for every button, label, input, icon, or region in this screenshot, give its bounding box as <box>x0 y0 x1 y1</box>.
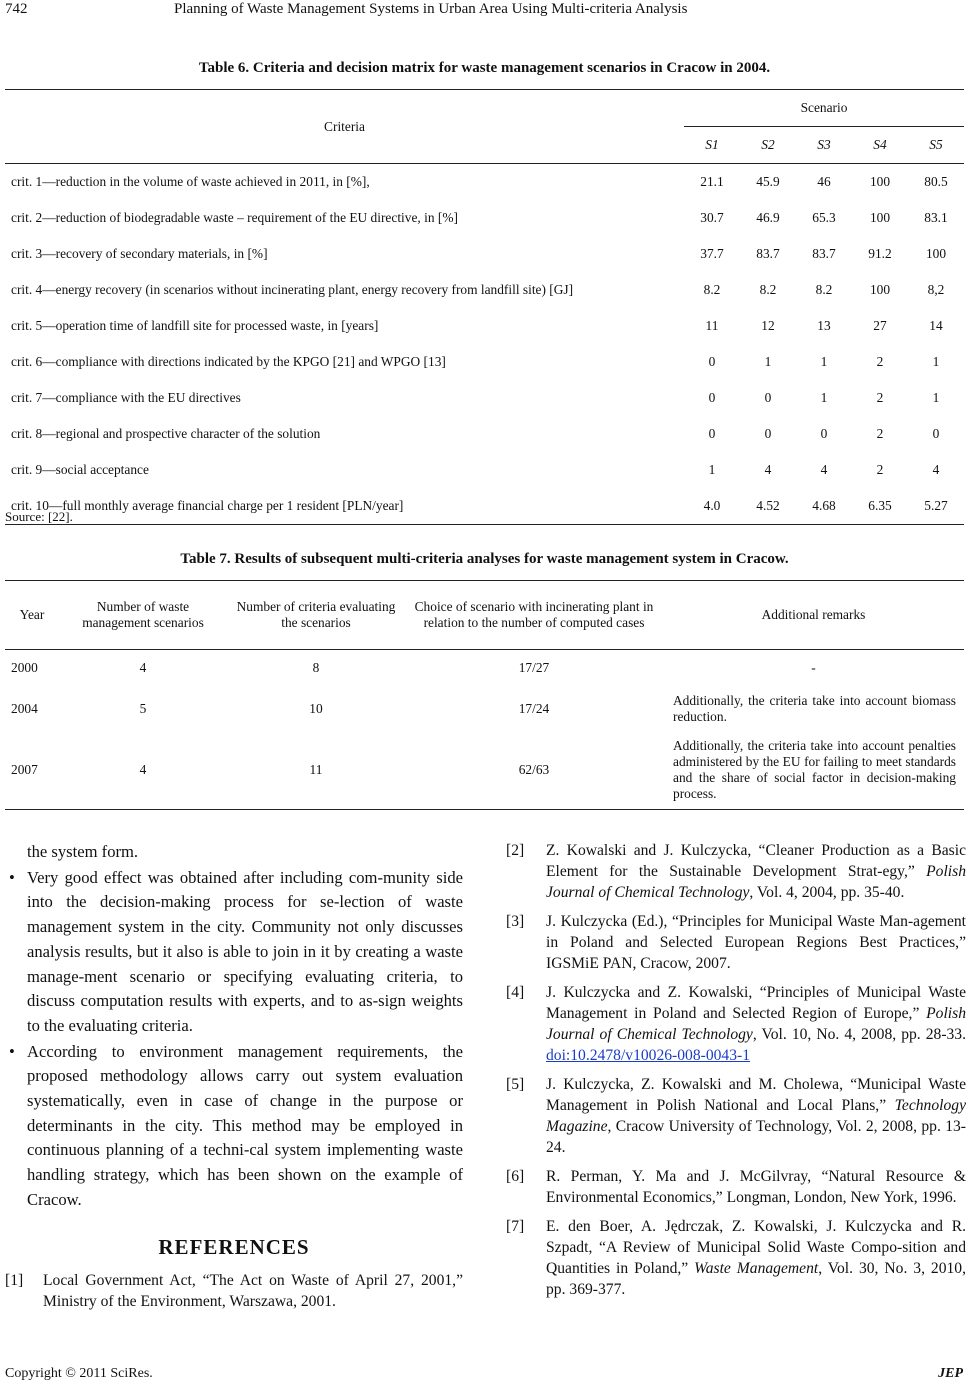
running-header <box>0 0 969 22</box>
reference-text: E. den Boer, A. Jędrczak, Z. Kowalski, J. Kulczycka and R. Szpadt, “A Review of Municipal Solid Waste Compo-sition and Quantities in Poland,” <box>546 1218 966 1277</box>
value-cell: 27 <box>873 318 887 333</box>
value-cell: 13 <box>817 318 831 333</box>
reference-journal: Waste Management <box>694 1260 819 1277</box>
reference-journal: Technology Magazine <box>546 1097 966 1135</box>
value-cell: 83.1 <box>924 210 948 225</box>
left-column <box>5 840 463 1321</box>
criterion-cell: crit. 6—compliance with directions indicated by the KPGO [21] and WPGO [13] <box>11 354 446 369</box>
bullet-item <box>5 866 463 1039</box>
value-cell: 8.2 <box>703 282 721 297</box>
table-row <box>5 164 964 201</box>
table6 <box>5 89 964 525</box>
table6-scenario-col-s4: S4 <box>852 127 908 164</box>
value-cell: 0 <box>708 390 716 405</box>
remarks-cell: Additionally, the criteria take into account penalties administered by the EU for failing to meet standards and the share of social factor in decision-making process. <box>673 738 956 802</box>
table7-header-choice: Choice of scenario with incinerating plant in relation to the number of computed cases <box>405 581 663 650</box>
reference-details: , Vol. 4, 2004, pp. 35-40. <box>749 884 905 901</box>
value-cell: 0 <box>764 390 772 405</box>
criterion-cell: crit. 10—full monthly average financial charge per 1 resident [PLN/year] <box>11 498 404 513</box>
value-cell: 100 <box>869 174 891 189</box>
value-cell: 46.9 <box>756 210 780 225</box>
reference-item <box>5 1270 463 1312</box>
criterion-cell: crit. 9—social acceptance <box>11 462 149 477</box>
footer-journal: JEP <box>938 1366 963 1381</box>
value-cell: 91.2 <box>868 246 892 261</box>
value-cell: 0 <box>764 426 772 441</box>
table-row <box>5 380 964 416</box>
value-cell: 46 <box>817 174 831 189</box>
page-number: 742 <box>5 1 28 17</box>
choice-cell: 62/63 <box>518 762 550 778</box>
value-cell: 65.3 <box>812 210 836 225</box>
value-cell: 100 <box>869 282 891 297</box>
reference-number: [1] <box>5 1271 24 1289</box>
choice-cell: 17/24 <box>518 700 550 716</box>
table6-body <box>5 164 964 525</box>
table-row <box>5 236 964 272</box>
table7-header-year: Year <box>5 581 59 650</box>
value-cell: 1 <box>820 354 828 369</box>
value-cell: 1 <box>932 390 940 405</box>
year-cell: 2000 <box>11 659 38 675</box>
table6-scenario-col-s1: S1 <box>684 127 740 164</box>
bullet-icon: • <box>9 867 15 887</box>
criterion-cell: crit. 7—compliance with the EU directives <box>11 390 241 405</box>
table6-criteria-header: Criteria <box>5 90 684 164</box>
year-cell: 2007 <box>11 762 38 778</box>
reference-details: , Vol. 30, No. 3, 2010, pp. 369-377. <box>546 1260 966 1298</box>
remarks-cell: Additionally, the criteria take into account biomass reduction. <box>673 692 956 724</box>
reference-text: J. Kulczycka and Z. Kowalski, “Principles of Municipal Waste Management in Poland and Selected Region of Europe,” <box>546 984 966 1022</box>
value-cell: 4 <box>764 462 772 477</box>
table6-scenario-col-s3: S3 <box>796 127 852 164</box>
table-row <box>5 686 964 732</box>
criterion-cell: crit. 3—recovery of secondary materials, in [%] <box>11 246 268 261</box>
value-cell: 0 <box>820 426 828 441</box>
bullet-item <box>5 1040 463 1213</box>
table-row <box>5 488 964 525</box>
value-cell: 2 <box>876 426 884 441</box>
table7-header-criteria: Number of criteria evaluating the scenarios <box>227 581 405 650</box>
criterion-cell: crit. 1—reduction in the volume of waste achieved in 2011, in [%], <box>11 174 370 189</box>
table-row <box>5 272 964 308</box>
bullet-text: According to environment management requirements, the proposed methodology allows carry out system evaluation systematically, even in case of change in the purpose or determinants in the city. This method may be employed in continuous planning of a techni-cal system implementing waste handling strategy, which has been shown on the example of Cracow. <box>27 1041 463 1209</box>
reference-item <box>506 1166 966 1208</box>
criteria-cell: 11 <box>309 762 323 778</box>
value-cell: 45.9 <box>756 174 780 189</box>
table7-header-scenarios: Number of waste management scenarios <box>59 581 227 650</box>
continuation-text: the system form. <box>27 842 139 861</box>
reference-number: [3] <box>506 913 525 930</box>
doi-link[interactable]: doi:10.2478/v10026-008-0043-1 <box>546 1047 751 1064</box>
scenarios-cell: 4 <box>139 659 147 675</box>
table-row <box>5 732 964 810</box>
value-cell: 83.7 <box>756 246 780 261</box>
choice-cell: 17/27 <box>518 659 550 675</box>
table7-body <box>5 650 964 810</box>
reference-details: , Vol. 10, No. 4, 2008, pp. 28-33. <box>752 1026 967 1043</box>
value-cell: 100 <box>925 246 947 261</box>
table-row <box>5 308 964 344</box>
value-cell: 100 <box>869 210 891 225</box>
scenarios-cell: 5 <box>139 700 147 716</box>
scenarios-cell: 4 <box>139 762 147 778</box>
table7-header-remarks: Additional remarks <box>663 581 964 650</box>
value-cell: 1 <box>820 390 828 405</box>
table6-scenario-col-s5: S5 <box>908 127 964 164</box>
reference-text: J. Kulczycka, Z. Kowalski and M. Cholewa, “Municipal Waste Management in Polish National and Local Plans,” <box>546 1076 966 1114</box>
reference-item <box>506 982 966 1066</box>
value-cell: 14 <box>929 318 943 333</box>
value-cell: 37.7 <box>700 246 724 261</box>
value-cell: 0 <box>708 354 716 369</box>
reference-number: [2] <box>506 842 525 859</box>
value-cell: 1 <box>708 462 716 477</box>
value-cell: 2 <box>876 354 884 369</box>
reference-number: [7] <box>506 1218 525 1235</box>
table-row <box>5 650 964 686</box>
value-cell: 6.35 <box>868 498 892 513</box>
criteria-cell: 10 <box>309 700 323 716</box>
table-row <box>5 344 964 380</box>
bullet-icon: • <box>9 1041 15 1061</box>
bullet-text: Very good effect was obtained after including com-munity side into the decision-making process for se-lection of waste management system in the city. Community not only discusses analysis results, but it also is able to join in it by creating a waste manage-ment scenario or specifying evaluating criteria, to discuss computation results with experts, and to as-sign weights to the evaluating criteria. <box>27 867 463 1035</box>
value-cell: 4.52 <box>756 498 780 513</box>
value-cell: 4.0 <box>703 498 721 513</box>
footer-copyright: Copyright © 2011 SciRes. <box>5 1366 153 1381</box>
value-cell: 8,2 <box>927 282 945 297</box>
table6-scenario-col-s2: S2 <box>740 127 796 164</box>
value-cell: 4.68 <box>812 498 836 513</box>
value-cell: 80.5 <box>924 174 948 189</box>
value-cell: 8.2 <box>815 282 833 297</box>
remarks-cell: - <box>811 659 816 675</box>
criterion-cell: crit. 5—operation time of landfill site for processed waste, in [years] <box>11 318 379 333</box>
reference-text: Local Government Act, “The Act on Waste of April 27, 2001,” Ministry of the Environment, Warszawa, 2001. <box>43 1271 463 1310</box>
reference-journal: Polish Journal of Chemical Technology <box>546 1005 966 1043</box>
criterion-cell: crit. 8—regional and prospective character of the solution <box>11 426 321 441</box>
value-cell: 2 <box>876 390 884 405</box>
value-cell: 12 <box>761 318 775 333</box>
reference-details: , Cracow University of Technology, Vol. 2, 2008, pp. 13-24. <box>546 1118 966 1156</box>
criteria-cell: 8 <box>312 659 320 675</box>
table-row <box>5 200 964 236</box>
value-cell: 0 <box>708 426 716 441</box>
running-title: Planning of Waste Management Systems in Urban Area Using Multi-criteria Analysis <box>174 1 688 17</box>
criterion-cell: crit. 2—reduction of biodegradable waste – requirement of the EU directive, in [%] <box>11 210 458 225</box>
reference-item <box>506 840 966 903</box>
criterion-cell: crit. 4—energy recovery (in scenarios without incinerating plant, energy recovery from landfill site) [GJ] <box>11 282 574 297</box>
table7-caption: Table 7. Results of subsequent multi-criteria analyses for waste management system in Cracow. <box>180 551 789 567</box>
value-cell: 30.7 <box>700 210 724 225</box>
reference-item <box>506 1074 966 1158</box>
value-cell: 4 <box>932 462 940 477</box>
reference-text: R. Perman, Y. Ma and J. McGilvray, “Natural Resource & Environmental Economics,” Longman, London, New York, 1996. <box>546 1168 966 1206</box>
table-row <box>5 452 964 488</box>
value-cell: 4 <box>820 462 828 477</box>
right-column <box>506 840 966 1308</box>
reference-item <box>506 911 966 974</box>
value-cell: 5.27 <box>924 498 948 513</box>
table-row <box>5 416 964 452</box>
references-heading: REFERENCES <box>158 1234 310 1259</box>
value-cell: 1 <box>932 354 940 369</box>
reference-number: [4] <box>506 984 525 1001</box>
value-cell: 8.2 <box>759 282 777 297</box>
reference-journal: Polish Journal of Chemical Technology <box>546 863 966 901</box>
year-cell: 2004 <box>11 700 38 716</box>
table7 <box>5 580 964 810</box>
reference-item <box>506 1216 966 1300</box>
reference-text: Z. Kowalski and J. Kulczycka, “Cleaner Production as a Basic Element for the Sustainable Development Strat-egy,” <box>546 842 966 880</box>
value-cell: 1 <box>764 354 772 369</box>
reference-number: [6] <box>506 1168 525 1185</box>
table6-caption: Table 6. Criteria and decision matrix for waste management scenarios in Cracow in 2004. <box>198 60 771 76</box>
table6-source: Source: [22]. <box>5 509 73 524</box>
value-cell: 2 <box>876 462 884 477</box>
value-cell: 0 <box>932 426 940 441</box>
table6-scenario-header: Scenario <box>684 90 964 127</box>
value-cell: 21.1 <box>700 174 724 189</box>
value-cell: 11 <box>705 318 719 333</box>
value-cell: 83.7 <box>812 246 836 261</box>
reference-number: [5] <box>506 1076 525 1093</box>
reference-text: J. Kulczycka (Ed.), “Principles for Municipal Waste Man-agement in Poland and Selected European Regions Best Practices,” IGSMiE PAN, Cracow, 2007. <box>546 913 966 972</box>
